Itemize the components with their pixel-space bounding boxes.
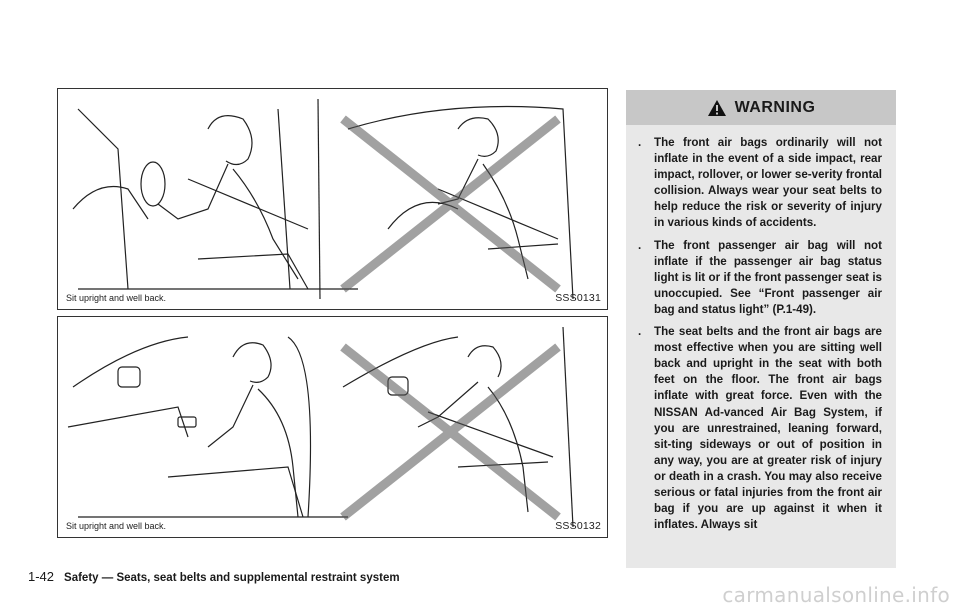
section-title: Safety — Seats, seat belts and supplemental restraint system — [64, 572, 400, 584]
watermark: carmanualsonline.info — [722, 583, 950, 607]
figure-caption: Sit upright and well back. — [66, 293, 167, 303]
warning-item — [638, 324, 882, 533]
bullet: . — [638, 136, 642, 149]
bullet: . — [638, 238, 642, 252]
warning-item-text: The front passenger air bag will not inflate if the passenger air bag status light is lit or if the front passenger seat is unoccupied. See “Front passenger air bag and status light” (P.1-49). — [654, 238, 882, 316]
figure-code: SSS0131 — [555, 292, 601, 304]
page-footer — [28, 569, 400, 584]
warning-item-text: The front air bags ordinarily will not inflate in the event of a side impact, rear impact, rollover, or lower se-verity frontal collision. Always wear your seat belts to help reduce the risk or severity of injury in various kinds of accidents. — [654, 136, 882, 230]
seat-position-illustration-1 — [58, 89, 607, 309]
warning-item — [638, 135, 882, 232]
bullet: . — [638, 325, 642, 339]
warning-item — [638, 238, 882, 318]
figure-sss0132 — [57, 316, 608, 538]
warning-title: WARNING — [734, 98, 816, 116]
page-number: 1-42 — [28, 569, 55, 584]
seat-position-illustration-2 — [58, 317, 607, 537]
warning-box — [626, 90, 896, 568]
figure-code: SSS0132 — [555, 520, 601, 532]
figure-caption: Sit upright and well back. — [66, 521, 167, 531]
warning-item-text: The seat belts and the front air bags are most effective when you are sitting well back and upright in the seat with both feet on the floor. The front air bags inflate with great force. Even with the NISSAN Ad-vanced Air Bag System, if you are unrestrained, leaning forward, sit-ting sideways or out of position in any way, you are at greater risk of injury or death in a crash. You may also receive serious or fatal injuries from the front air bag if you are up against it when it inflates. Always sit — [654, 325, 882, 532]
warning-triangle-icon — [707, 99, 727, 117]
warning-list — [626, 125, 896, 533]
warning-header — [626, 90, 896, 125]
figure-sss0131 — [57, 88, 608, 310]
